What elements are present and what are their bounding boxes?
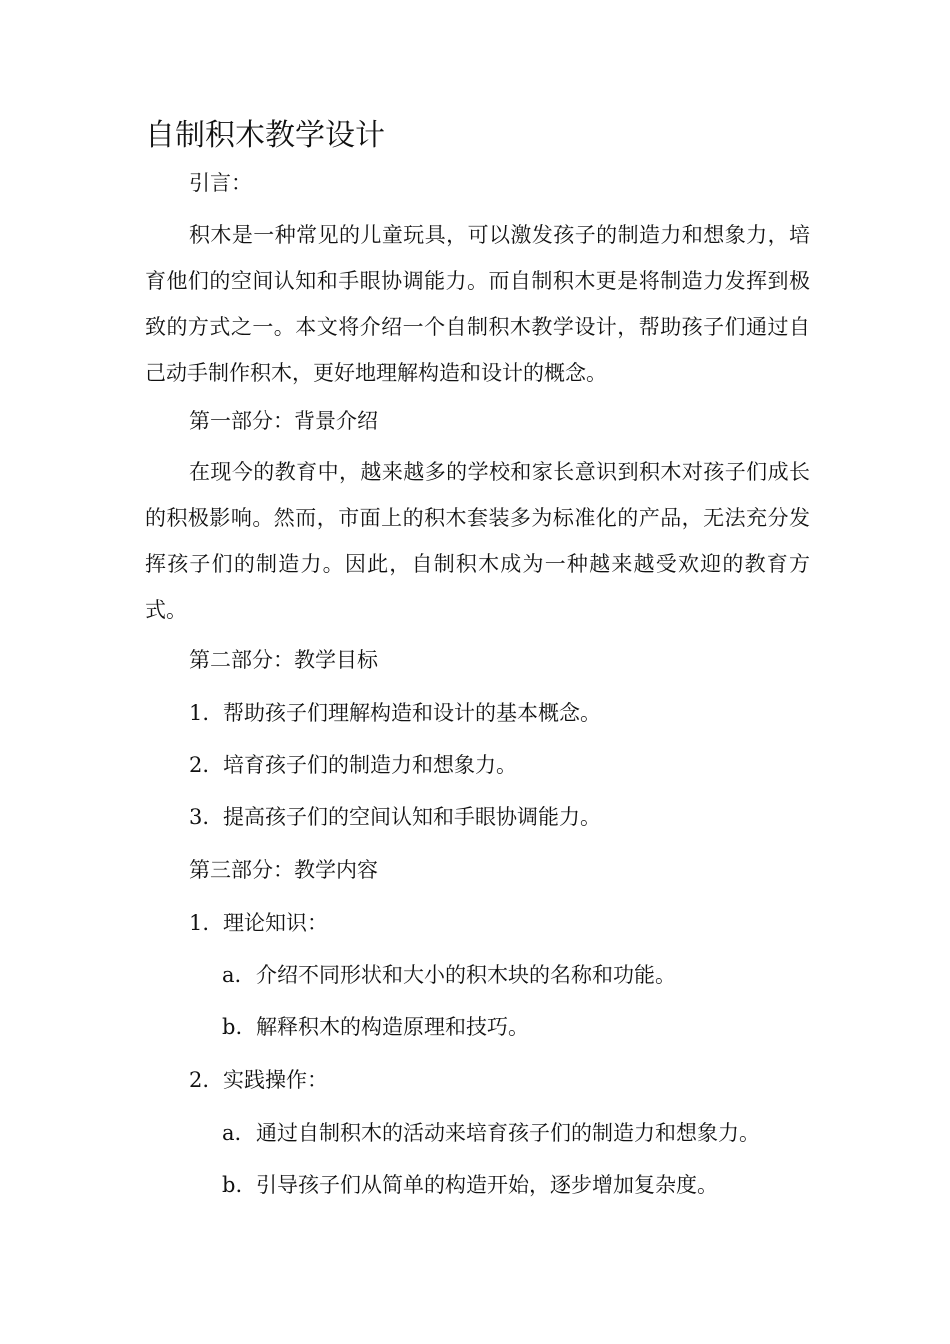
sub-list-text: 介绍不同形状和大小的积木块的名称和功能。 [256, 963, 676, 987]
sub-list-letter: a. [222, 1121, 242, 1145]
part1-paragraph: 在现今的教育中，越来越多的学校和家长意识到积木对孩子们成长的积极影响。然而，市面上的积木套装多为标准化的产品，无法充分发挥孩子们的制造力。因此，自制积木成为一种越来越受欢迎的教育方式。 [145, 460, 810, 622]
list-item [189, 1065, 328, 1095]
sub-list-item [222, 960, 676, 990]
part1-heading: 第一部分：背景介绍 [189, 409, 378, 433]
intro-paragraph: 积木是一种常见的儿童玩具，可以激发孩子的制造力和想象力，培育他们的空间认知和手眼协调能力。而自制积木更是将制造力发挥到极致的方式之一。本文将介绍一个自制积木教学设计，帮助孩子们通过自己动手制作积木，更好地理解构造和设计的概念。 [145, 223, 810, 385]
sub-list-text: 引导孩子们从简单的构造开始，逐步增加复杂度。 [256, 1173, 718, 1197]
list-number: 3. [189, 805, 210, 829]
sub-list-item [222, 1170, 718, 1200]
list-item [189, 698, 601, 728]
sub-list-letter: b. [222, 1173, 243, 1197]
list-item [189, 750, 517, 780]
part3-heading: 第三部分：教学内容 [189, 858, 378, 882]
list-text: 帮助孩子们理解构造和设计的基本概念。 [223, 701, 601, 725]
list-text: 培育孩子们的制造力和想象力。 [223, 753, 517, 777]
sub-list-text: 通过自制积木的活动来培育孩子们的制造力和想象力。 [256, 1121, 760, 1145]
part2-heading: 第二部分：教学目标 [189, 648, 378, 672]
list-number: 1. [189, 911, 210, 935]
list-item [189, 802, 601, 832]
sub-list-text: 解释积木的构造原理和技巧。 [256, 1015, 529, 1039]
list-text: 实践操作： [223, 1068, 328, 1092]
list-text: 理论知识： [223, 911, 328, 935]
list-item [189, 908, 328, 938]
intro-label: 引言： [189, 171, 252, 195]
sub-list-item [222, 1012, 529, 1042]
sub-list-letter: a. [222, 963, 242, 987]
sub-list-letter: b. [222, 1015, 243, 1039]
list-number: 2. [189, 753, 210, 777]
document-title: 自制积木教学设计 [145, 118, 385, 153]
list-text: 提高孩子们的空间认知和手眼协调能力。 [223, 805, 601, 829]
list-number: 1. [189, 701, 210, 725]
list-number: 2. [189, 1068, 210, 1092]
sub-list-item [222, 1118, 760, 1148]
